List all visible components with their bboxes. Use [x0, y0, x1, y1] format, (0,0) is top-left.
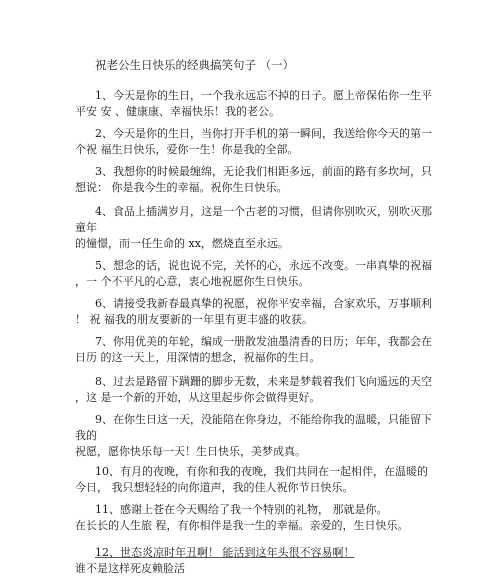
paragraph-line: ！ 祝 福我的朋友要新的一年里有更丰盛的收获。 [75, 313, 313, 326]
document-title: 祝老公生日快乐的经典搞笑句子 （一） [95, 58, 295, 72]
paragraph-2 [75, 126, 432, 158]
paragraph-line: 1、今天是你的生日，一个我永远忘不掉的日子。愿上帝保佑你一生平 [95, 89, 432, 102]
paragraph-line: 7、你用优美的年轮，编成一册散发油墨清香的日历；年年，我都会在 [95, 335, 432, 348]
paragraph-line: 4、食品上插满岁月，这是一个古老的习惯，但请你别吹灭，别吹灭那 [95, 205, 432, 218]
paragraph-line: 5、想念的话，说也说不完，关怀的心，永远不改变。一串真挚的祝福 [95, 259, 432, 272]
paragraph-line: 今日， 我只想轻轻的向你道声，我的佳人祝你节日快乐。 [75, 481, 354, 494]
paragraph-line: 11、感谢上苍在今天赐给了我一个特别的礼物， 那就是你。 [95, 503, 388, 516]
paragraph-line: 平安 安 、健康康、幸福快乐！我的老公。 [75, 105, 280, 118]
paragraph-line: 祝愿，愿你快乐每一天！生日快乐，美梦成真。 [75, 445, 306, 458]
paragraph-line: 童年 [75, 221, 97, 234]
paragraph-5 [75, 258, 432, 290]
paragraph-12 [75, 545, 420, 577]
paragraph-line: 谁不是这样死皮赖脸活 [75, 562, 185, 575]
paragraph-8 [75, 374, 432, 406]
paragraph-line: 12、世态炎凉时年丑啊！ 能活到这年头很不容易啊！ [95, 546, 355, 559]
paragraph-6 [75, 296, 432, 328]
paragraph-line: 个祝 福生日快乐，爱你一生！你是我的全部。 [75, 143, 299, 156]
paragraph-line: 我的 [75, 429, 97, 442]
paragraph-line: 日历 的这一天上，用深情的想念，祝福你的生日。 [75, 351, 321, 364]
paragraph-line: 在长长的人生旅 程，有你相伴是我一生的幸福。亲爱的，生日快乐。 [75, 519, 409, 532]
paragraph-line: 2、今天是你的生日，当你打开手机的第一瞬间，我送给你今天的第一 [95, 127, 432, 140]
paragraph-4 [75, 204, 432, 252]
paragraph-line: 9、在你生日这一天，没能陪在你身边，不能给你我的温暖，只能留下 [95, 413, 432, 426]
paragraph-9 [75, 412, 432, 460]
paragraph-line: 3、我想你的时候最缠绵，无论我们相距多远，前面的路有多坎坷，只 [95, 165, 432, 178]
paragraph-1 [75, 88, 432, 120]
paragraph-line: ，这 是一个新的开始，从这里起步你会做得更好。 [75, 391, 321, 404]
paragraph-line: 6、请接受我新春最真挚的祝愿，祝你平安幸福，合家欢乐，万事顺利 [95, 297, 432, 310]
paragraph-11 [75, 502, 420, 534]
paragraph-3 [75, 164, 432, 196]
paragraph-10 [75, 464, 428, 496]
paragraph-line: 想说： 你是我今生的幸福。祝你生日快乐。 [75, 181, 288, 194]
paragraph-line: 10、有月的夜晚，有你和我的夜晚，我们共同在一起相伴，在温暖的 [95, 465, 428, 478]
paragraph-line: 的憧憬，而一任生命的 xx，燃烧直至永远。 [75, 237, 289, 250]
paragraph-line: 8、过去是路留下蹒跚的脚步无数，未来是梦载着我们飞向遥远的天空 [95, 375, 432, 388]
paragraph-line: ，一 个不平凡的心意，衷心地祝愿你生日快乐。 [75, 275, 310, 288]
paragraph-7 [75, 334, 432, 366]
